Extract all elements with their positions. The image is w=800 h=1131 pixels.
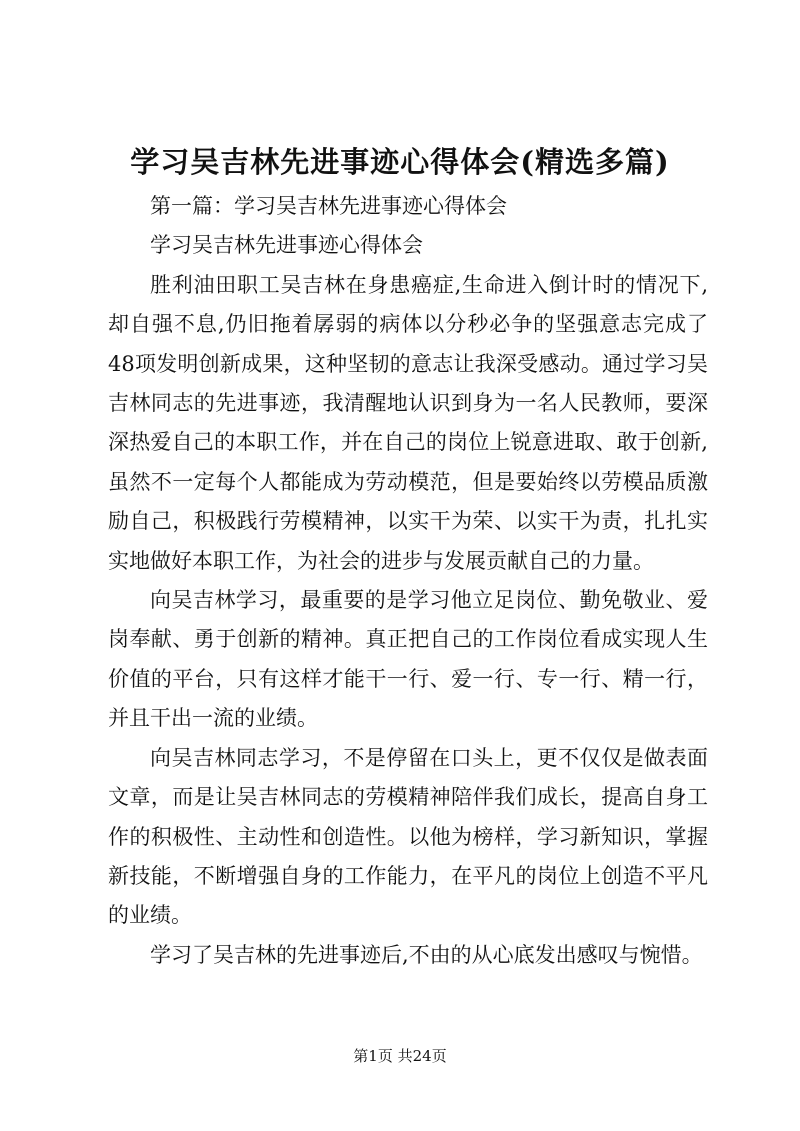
document-body [108, 187, 708, 975]
body-paragraph-3: 向吴吉林同志学习，不是停留在口头上，更不仅仅是做表面文章，而是让吴吉林同志的劳模精神陪伴我们成长，提高自身工作的积极性、主动性和创造性。以他为榜样，学习新知识，掌握新技能，不断增强自身的工作能力，在平凡的岗位上创造不平凡的业绩。 [108, 745, 708, 928]
body-paragraph-4: 学习了吴吉林的先进事迹后,不由的从心底发出感叹与惋惜。 [150, 942, 703, 967]
section-heading: 第一篇：学习吴吉林先进事迹心得体会 [150, 194, 507, 218]
page-number-footer: 第1页 共24页 [353, 1047, 447, 1065]
body-paragraph-2: 向吴吉林学习，最重要的是学习他立足岗位、勤免敬业、爱岗奉献、勇于创新的精神。真正把自己的工作岗位看成实现人生价值的平台，只有这样才能干一行、爱一行、专一行、精一行，并且干出一流的业绩。 [108, 588, 708, 731]
subsection-heading: 学习吴吉林先进事迹心得体会 [150, 233, 423, 258]
document-title: 学习吴吉林先进事迹心得体会(精选多篇) [130, 145, 670, 179]
body-paragraph-1: 胜利油田职工吴吉林在身患癌症,生命进入倒计时的情况下,却自强不息,仍旧拖着孱弱的病体以分秒必争的坚强意志完成了48项发明创新成果，这种坚韧的意志让我深受感动。通过学习吴吉林同志的先进事迹，我清醒地认识到身为一名人民教师，要深深热爱自己的本职工作，并在自己的岗位上锐意进取、敢于创新,虽然不一定每个人都能成为劳动模范，但是要始终以劳模品质激励自己，积极践行劳模精神，以实干为荣、以实干为责，扎扎实实地做好本职工作，为社会的进步与发展贡献自己的力量。 [108, 272, 708, 573]
